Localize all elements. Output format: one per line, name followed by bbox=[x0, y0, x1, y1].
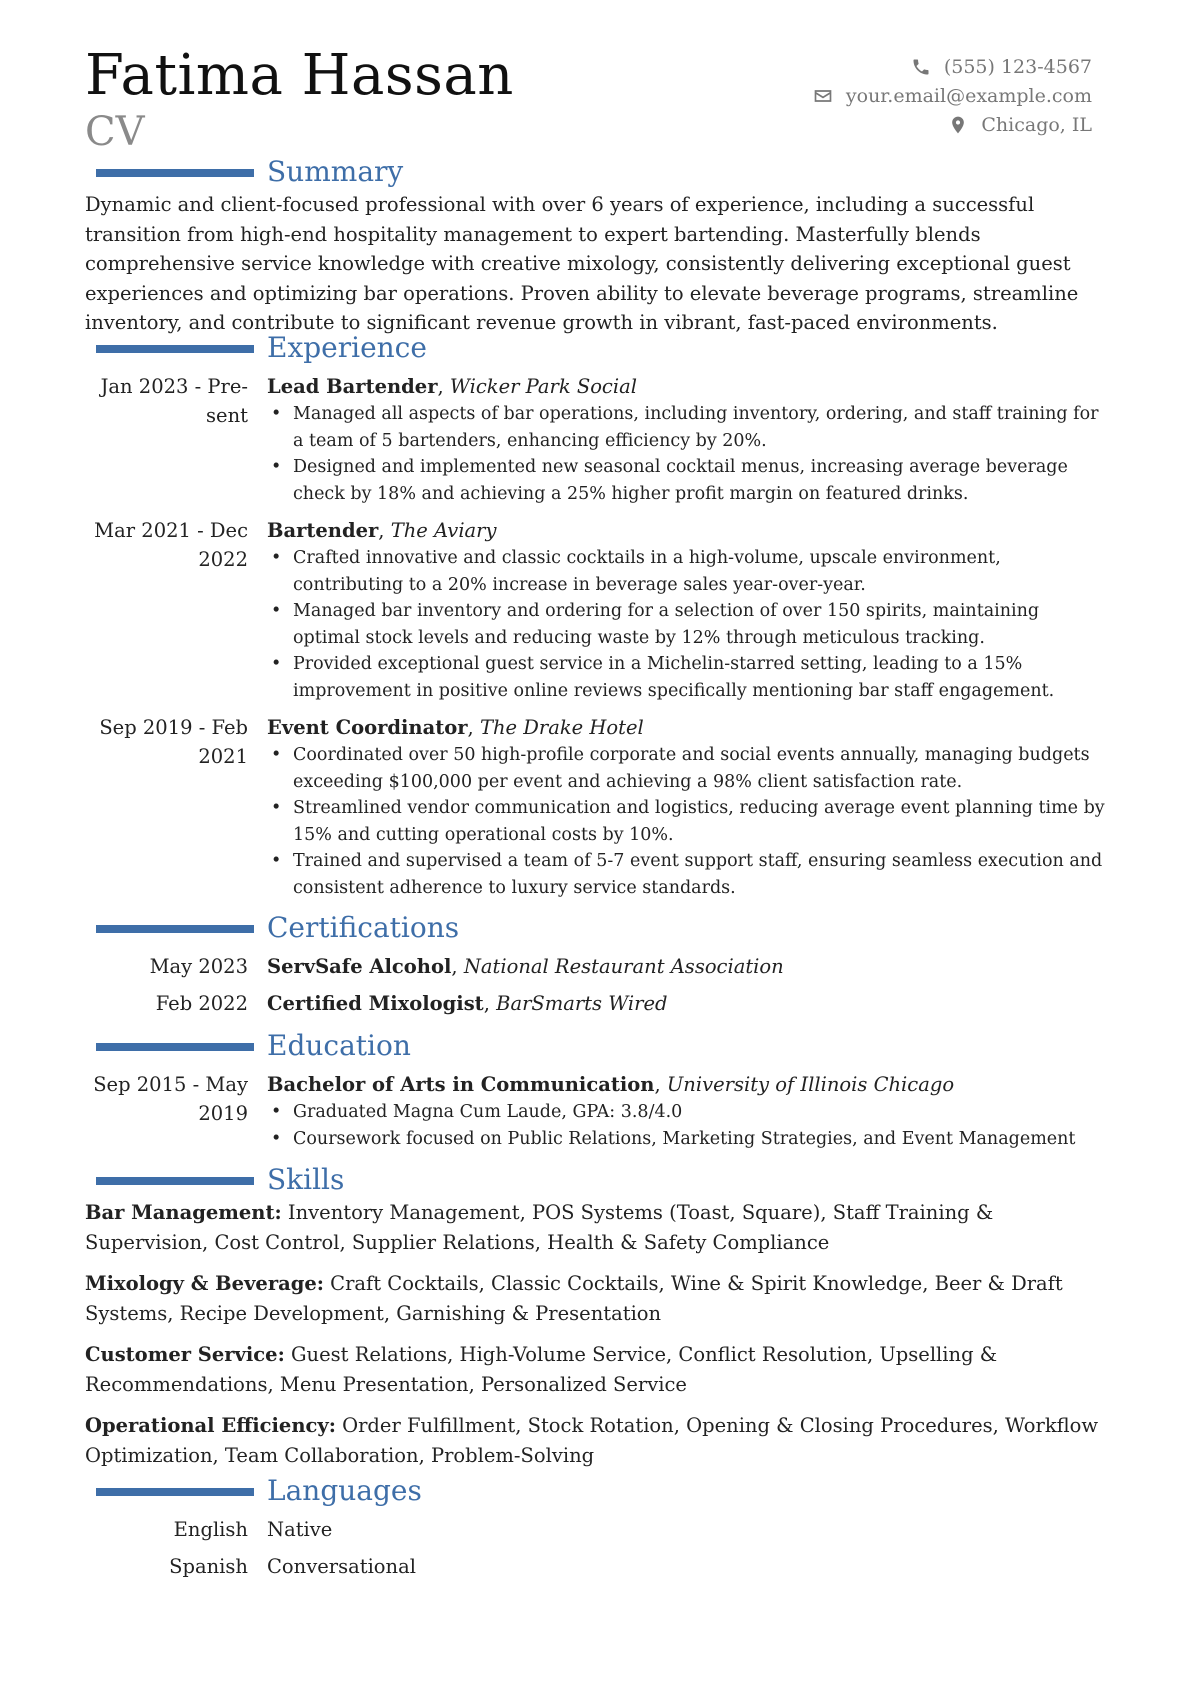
skill-group bbox=[85, 1411, 1110, 1470]
section-header bbox=[0, 910, 1190, 946]
degree-title: Bachelor of Arts in Communication bbox=[267, 1073, 655, 1096]
organization: BarSmarts Wired bbox=[496, 992, 668, 1015]
bullet-item: • Coursework focused on Public Relations, Marketing Strategies, and Event Management bbox=[267, 1126, 1107, 1153]
bullet-item: • Trained and supervised a team of 5-7 event support staff, ensuring seamless execution and consistent adherence to luxury service standards. bbox=[267, 848, 1107, 901]
section-accent-bar bbox=[96, 169, 254, 177]
skill-text: Order Fulfillment, Stock Rotation, Opening & Closing Procedures, Workflow Optimization, Team Collaboration, Problem-Solving bbox=[85, 1414, 1099, 1467]
organization: University of Illinois Chicago bbox=[666, 1073, 955, 1096]
section-accent-bar bbox=[96, 925, 254, 933]
certification-name: ServSafe Alcohol bbox=[267, 955, 452, 978]
experience-section bbox=[0, 330, 1190, 930]
bullet-list bbox=[267, 545, 1107, 704]
date-line: 2022 bbox=[198, 548, 248, 571]
bullet-item: • Managed all aspects of bar operations, including inventory, ordering, and staff training for a team of 5 bartenders, enhancing efficiency by 20%. bbox=[267, 401, 1107, 454]
section-title-languages: Languages bbox=[267, 1474, 422, 1507]
organization: The Aviary bbox=[390, 519, 497, 542]
bullet-list bbox=[267, 742, 1107, 901]
skill-text: Craft Cocktails, Classic Cocktails, Wine & Spirit Knowledge, Beer & Draft Systems, Recipe Development, Garnishing & Presentation bbox=[85, 1272, 1063, 1325]
section-title-summary: Summary bbox=[267, 155, 404, 188]
date-line: 2019 bbox=[198, 1102, 248, 1125]
entry-title: Event Coordinator, The Drake Hotel bbox=[267, 716, 644, 739]
section-accent-bar bbox=[96, 1043, 254, 1051]
document-subtitle: CV bbox=[85, 109, 145, 155]
organization: National Restaurant Association bbox=[463, 955, 784, 978]
certification-name: Certified Mixologist bbox=[267, 992, 484, 1015]
map-pin-icon bbox=[947, 115, 969, 135]
section-accent-bar bbox=[96, 345, 254, 353]
entry-date bbox=[80, 713, 248, 771]
skill-label: Operational Efficiency: bbox=[85, 1414, 336, 1437]
education-section bbox=[0, 1028, 1190, 1168]
skill-group bbox=[85, 1198, 1110, 1257]
skill-group bbox=[85, 1340, 1110, 1399]
skill-text: Inventory Management, POS Systems (Toast, Square), Staff Training & Supervision, Cost Control, Supplier Relations, Health & Safety Compliance bbox=[85, 1201, 994, 1254]
entry-date bbox=[80, 372, 248, 430]
entry-body bbox=[267, 952, 1107, 981]
skill-label: Mixology & Beverage: bbox=[85, 1272, 324, 1295]
entry-body bbox=[267, 713, 1107, 901]
bullet-item: • Designed and implemented new seasonal cocktail menus, increasing average beverage check by 18% and achieving a 25% higher profit margin on featured drinks. bbox=[267, 454, 1107, 507]
entry-title: Lead Bartender, Wicker Park Social bbox=[267, 375, 637, 398]
organization: The Drake Hotel bbox=[479, 716, 644, 739]
contact-block bbox=[672, 52, 1092, 139]
entry-body bbox=[267, 372, 1107, 507]
language-level: Native bbox=[267, 1518, 333, 1541]
contact-location bbox=[672, 110, 1092, 139]
languages-section bbox=[0, 1473, 1190, 1583]
entry-date bbox=[80, 516, 248, 574]
person-name: Fatima Hassan bbox=[85, 43, 514, 108]
section-accent-bar bbox=[96, 1177, 254, 1185]
entry-body bbox=[267, 989, 1107, 1018]
phone-text: (555) 123-4567 bbox=[943, 55, 1092, 78]
date-line: Sep 2015 - May bbox=[93, 1073, 248, 1096]
summary-section bbox=[0, 154, 1190, 334]
language-row bbox=[0, 1552, 1190, 1582]
phone-icon bbox=[910, 57, 932, 77]
skill-label: Bar Management: bbox=[85, 1201, 282, 1224]
date-line: sent bbox=[206, 404, 248, 427]
bullet-list bbox=[267, 401, 1107, 507]
entry-title: Certified Mixologist, BarSmarts Wired bbox=[267, 992, 668, 1015]
envelope-icon bbox=[812, 86, 834, 106]
bullet-item: • Managed bar inventory and ordering for a selection of over 150 spirits, maintaining optimal stock levels and reducing waste by 12% through meticulous tracking. bbox=[267, 598, 1107, 651]
location-text: Chicago, IL bbox=[981, 113, 1092, 136]
section-title-skills: Skills bbox=[267, 1163, 345, 1196]
entry-body bbox=[267, 516, 1107, 704]
section-header bbox=[0, 154, 1190, 190]
section-header bbox=[0, 1473, 1190, 1509]
entry-date: Feb 2022 bbox=[155, 992, 248, 1015]
bullet-item: • Crafted innovative and classic cocktails in a high-volume, upscale environment, contributing to a 20% increase in beverage sales year-over-year. bbox=[267, 545, 1107, 598]
entry-body bbox=[267, 1070, 1107, 1152]
email-text: your.email@example.com bbox=[845, 84, 1092, 107]
section-title-certifications: Certifications bbox=[267, 911, 460, 944]
section-header bbox=[0, 1162, 1190, 1198]
language-name: Spanish bbox=[169, 1555, 248, 1578]
bullet-list bbox=[267, 1099, 1107, 1152]
role-title: Bartender bbox=[267, 519, 379, 542]
section-title-education: Education bbox=[267, 1029, 411, 1062]
contact-email bbox=[672, 81, 1092, 110]
role-title: Event Coordinator bbox=[267, 716, 468, 739]
entry-title: Bachelor of Arts in Communication, University of Illinois Chicago bbox=[267, 1073, 955, 1096]
entry-title: Bartender, The Aviary bbox=[267, 519, 497, 542]
skill-label: Customer Service: bbox=[85, 1343, 285, 1366]
bullet-item: • Streamlined vendor communication and logistics, reducing average event planning time by 15% and cutting operational costs by 10%. bbox=[267, 795, 1107, 848]
date-line: 2021 bbox=[198, 745, 248, 768]
date-line: Jan 2023 - Pre- bbox=[100, 375, 248, 398]
bullet-item: • Provided exceptional guest service in a Michelin-starred setting, leading to a 15% improvement in positive online reviews specifically mentioning bar staff engagement. bbox=[267, 651, 1107, 704]
role-title: Lead Bartender bbox=[267, 375, 438, 398]
skills-section bbox=[0, 1162, 1190, 1482]
entry-date: May 2023 bbox=[149, 955, 248, 978]
skill-text: Guest Relations, High-Volume Service, Conflict Resolution, Upselling & Recommendations, Menu Presentation, Personalized Service bbox=[85, 1343, 998, 1396]
section-header bbox=[0, 330, 1190, 366]
language-level: Conversational bbox=[267, 1555, 416, 1578]
contact-phone bbox=[672, 52, 1092, 81]
date-line: Sep 2019 - Feb bbox=[99, 716, 248, 739]
entry-date bbox=[80, 1070, 248, 1128]
date-line: Mar 2021 - Dec bbox=[94, 519, 248, 542]
bullet-item: • Graduated Magna Cum Laude, GPA: 3.8/4.0 bbox=[267, 1099, 1107, 1126]
bullet-item: • Coordinated over 50 high-profile corporate and social events annually, managing budgets exceeding $100,000 per event and achieving a 98% client satisfaction rate. bbox=[267, 742, 1107, 795]
entry-title: ServSafe Alcohol, National Restaurant Association bbox=[267, 955, 784, 978]
summary-text: Dynamic and client-focused professional with over 6 years of experience, including a successful transition from high-end hospitality management to expert bartending. Masterfully blends comprehensive service knowledge with creative mixology, consistently delivering exceptional guest experiences and optimizing bar operations. Proven ability to elevate beverage programs, streamline inventory, and contribute to significant revenue growth in vibrant, fast-paced environments. bbox=[85, 193, 1079, 334]
language-row bbox=[0, 1515, 1190, 1545]
skill-group bbox=[85, 1269, 1110, 1328]
organization: Wicker Park Social bbox=[449, 375, 637, 398]
section-accent-bar bbox=[96, 1488, 254, 1496]
language-name: English bbox=[173, 1518, 248, 1541]
section-header bbox=[0, 1028, 1190, 1064]
section-title-experience: Experience bbox=[267, 331, 427, 364]
certifications-section bbox=[0, 910, 1190, 1020]
